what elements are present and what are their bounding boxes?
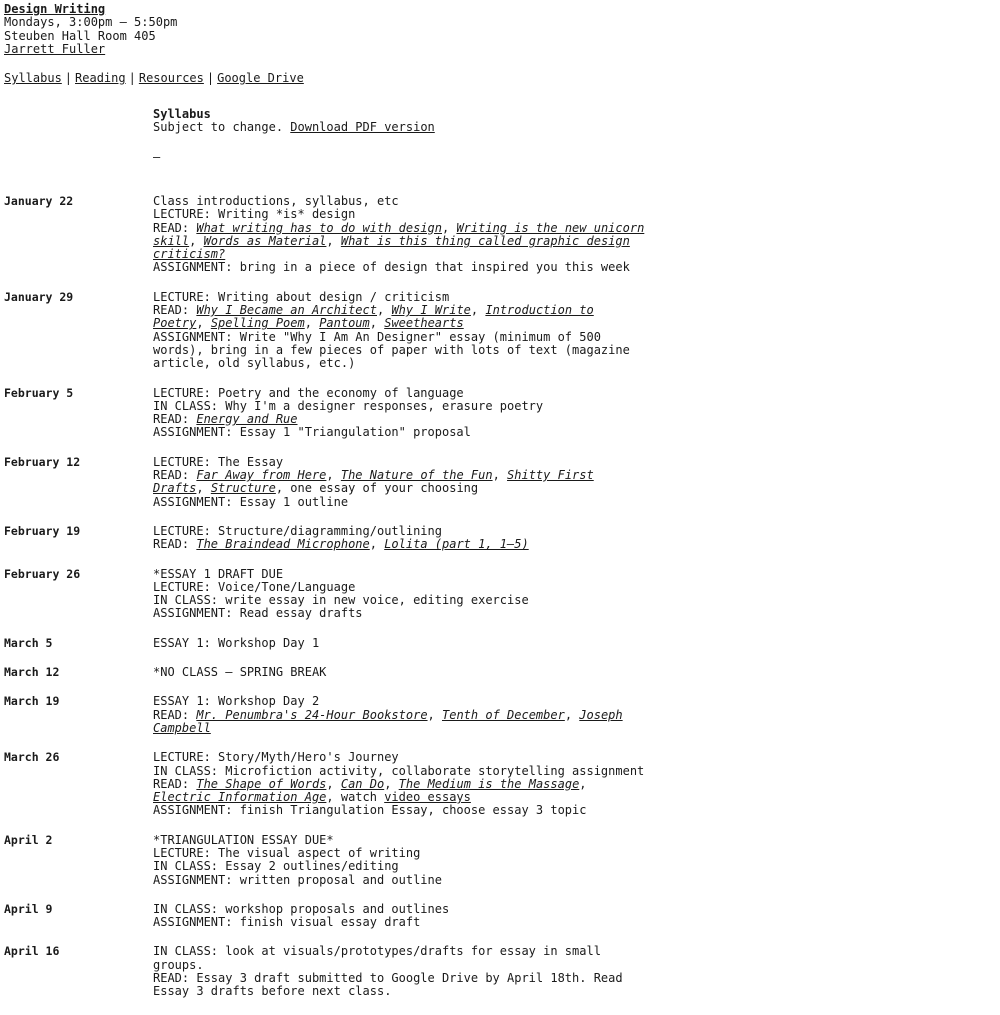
line-text: READ: <box>153 537 197 552</box>
line-text: ASSIGNMENT: finish visual essay draft <box>153 915 421 930</box>
reading-link[interactable]: Joseph Campbell <box>153 707 623 735</box>
session-date: March 19 <box>4 694 60 709</box>
schedule-row <box>4 903 704 930</box>
session-line <box>153 695 648 708</box>
subtitle-line <box>153 121 435 134</box>
reading-link[interactable]: Structure <box>210 481 276 496</box>
session-content <box>153 903 648 930</box>
line-text: LECTURE: Poetry and the economy of language <box>153 385 464 400</box>
session-line <box>153 469 648 496</box>
nav-reading-link[interactable]: Reading <box>75 71 126 85</box>
session-date: February 19 <box>4 523 81 538</box>
line-text: ASSIGNMENT: Write "Why I Am An Designer" essay (minimum of 500 words), bring in a few pieces of paper with lots of text (magazine article, old syllabus, etc.) <box>153 329 630 371</box>
schedule-row <box>4 456 704 509</box>
session-line <box>153 637 648 650</box>
line-text: ESSAY 1: Workshop Day 2 <box>153 694 320 709</box>
line-text: IN CLASS: Essay 2 outlines/editing <box>153 859 399 874</box>
nav-google-drive-link[interactable]: Google Drive <box>217 71 304 85</box>
line-text: IN CLASS: workshop proposals and outlines <box>153 901 450 916</box>
line-text: Class introductions, syllabus, etc <box>153 194 399 208</box>
page-title: Syllabus <box>153 107 211 121</box>
schedule-list <box>4 195 704 1015</box>
session-date: April 9 <box>4 901 53 916</box>
line-text: , <box>196 316 211 331</box>
course-header <box>4 3 177 56</box>
line-text: ASSIGNMENT: written proposal and outline <box>153 872 442 887</box>
session-date: January 22 <box>4 194 74 208</box>
session-line <box>153 400 648 413</box>
session-line <box>153 291 648 304</box>
line-text: ASSIGNMENT: bring in a piece of design that inspired you this week <box>153 260 630 275</box>
subtitle-text: Subject to change. <box>153 120 291 135</box>
line-text: LECTURE: Writing about design / criticism <box>153 289 450 304</box>
session-content <box>153 525 648 552</box>
session-date: March 5 <box>4 635 53 650</box>
session-date: April 2 <box>4 832 53 847</box>
reading-link[interactable]: Why I Write <box>391 303 471 318</box>
line-text: , <box>579 776 587 791</box>
session-line <box>153 195 648 208</box>
session-line <box>153 666 648 679</box>
session-content <box>153 195 648 275</box>
line-text: IN CLASS: look at visuals/prototypes/drafts for essay in small groups. <box>153 944 601 972</box>
line-text: , <box>304 316 320 331</box>
session-line <box>153 496 648 509</box>
session-line <box>153 945 648 972</box>
line-text: READ: <box>153 303 197 318</box>
session-line <box>153 387 648 400</box>
line-text: READ: <box>153 707 197 722</box>
session-content <box>153 291 648 371</box>
nav-separator: | <box>64 71 73 85</box>
schedule-row <box>4 291 704 371</box>
reading-link[interactable]: What writing has to do with design <box>196 220 442 235</box>
session-line <box>153 222 648 262</box>
session-line <box>153 765 648 778</box>
session-line <box>153 568 648 581</box>
nav-resources-link[interactable]: Resources <box>138 71 204 85</box>
line-text: ASSIGNMENT: Essay 1 "Triangulation" proposal <box>153 425 471 440</box>
session-line <box>153 594 648 607</box>
session-line <box>153 972 648 999</box>
session-line <box>153 525 648 538</box>
line-text: READ: <box>153 776 197 791</box>
reading-link[interactable]: Pantoum <box>319 316 370 331</box>
line-text: ASSIGNMENT: finish Triangulation Essay, choose essay 3 topic <box>153 803 587 818</box>
nav-separator: | <box>128 71 136 85</box>
schedule-row <box>4 387 704 440</box>
reading-link[interactable]: The Medium is the Massage <box>398 776 580 791</box>
reading-link[interactable]: Shitty First Drafts <box>153 468 594 496</box>
session-content <box>153 387 648 440</box>
line-text: , <box>369 316 385 331</box>
line-text: LECTURE: Structure/diagramming/outlining <box>153 523 442 538</box>
schedule-row <box>4 568 704 621</box>
nav-separator: | <box>206 71 215 85</box>
course-room: Steuben Hall Room 405 <box>4 28 156 43</box>
course-title-link[interactable]: Design Writing <box>4 2 106 16</box>
line-text: , <box>442 220 457 235</box>
session-line <box>153 607 648 620</box>
session-line <box>153 916 648 929</box>
reading-link[interactable]: Can Do <box>340 776 385 791</box>
line-text: , one essay of your choosing <box>275 481 479 496</box>
download-pdf-link[interactable]: Download PDF version <box>290 120 435 135</box>
line-text: READ: <box>153 412 197 427</box>
line-text: IN CLASS: Why I'm a designer responses, erasure poetry <box>153 398 544 413</box>
session-line <box>153 860 648 873</box>
reading-link[interactable]: What is this thing called graphic design criticism? <box>153 233 630 262</box>
reading-link[interactable]: Writing is the new unicorn skill <box>153 220 645 248</box>
session-line <box>153 261 648 274</box>
line-text: LECTURE: Story/Myth/Hero's Journey <box>153 750 399 765</box>
session-line <box>153 331 648 371</box>
line-text: , <box>326 468 341 483</box>
schedule-row <box>4 525 704 552</box>
session-date: February 12 <box>4 454 81 469</box>
session-content <box>153 456 648 509</box>
line-text: ESSAY 1: Workshop Day 1 <box>153 635 320 650</box>
schedule-row <box>4 695 704 735</box>
reading-link[interactable]: Energy and Rue <box>196 412 298 427</box>
session-line <box>153 834 648 847</box>
schedule-row <box>4 751 704 817</box>
schedule-row <box>4 945 704 998</box>
reading-link[interactable]: Lolita (part 1, 1–5) <box>384 537 529 552</box>
session-line <box>153 581 648 594</box>
schedule-row <box>4 637 704 650</box>
session-content <box>153 568 648 621</box>
session-date: April 16 <box>4 944 60 959</box>
line-text: , <box>189 233 204 248</box>
line-text: , <box>470 303 486 318</box>
session-line <box>153 426 648 439</box>
reading-link[interactable]: Spelling Poem <box>210 316 305 331</box>
line-text: *NO CLASS – SPRING BREAK <box>153 665 327 680</box>
divider-dash: — <box>153 149 161 164</box>
session-content <box>153 666 648 679</box>
instructor-link[interactable]: Jarrett Fuller <box>4 41 106 56</box>
line-text: , <box>427 707 442 722</box>
line-text: ASSIGNMENT: Read essay drafts <box>153 606 363 621</box>
reading-link[interactable]: Why I Became an Architect <box>196 303 377 318</box>
reading-link[interactable]: The Braindead Microphone <box>196 537 370 552</box>
course-time: Mondays, 3:00pm – 5:50pm <box>4 15 178 30</box>
line-text: , <box>326 776 341 791</box>
reading-link[interactable]: Sweethearts <box>384 316 464 331</box>
session-line <box>153 804 648 817</box>
line-text: LECTURE: The Essay <box>153 454 284 469</box>
session-line <box>153 874 648 887</box>
session-line <box>153 413 648 426</box>
session-line <box>153 903 648 916</box>
line-text: READ: <box>153 468 197 483</box>
session-date: February 26 <box>4 566 81 581</box>
session-date: January 29 <box>4 289 74 304</box>
session-content <box>153 637 648 650</box>
line-text: *TRIANGULATION ESSAY DUE* <box>153 832 334 847</box>
nav-syllabus-link[interactable]: Syllabus <box>4 71 62 85</box>
line-text: , <box>326 233 341 248</box>
session-line <box>153 456 648 469</box>
reading-link[interactable]: Words as Material <box>203 233 327 248</box>
schedule-row <box>4 666 704 679</box>
session-line <box>153 304 648 331</box>
reading-link[interactable]: The Shape of Words <box>196 776 327 791</box>
session-line <box>153 208 648 221</box>
line-text: LECTURE: Writing *is* design <box>153 207 356 222</box>
session-content <box>153 834 648 887</box>
session-date: March 26 <box>4 750 60 765</box>
schedule-row <box>4 834 704 887</box>
session-line <box>153 778 648 805</box>
line-text: *ESSAY 1 DRAFT DUE <box>153 566 284 581</box>
line-text: IN CLASS: Microfiction activity, collaborate storytelling assignment <box>153 763 645 778</box>
reading-link[interactable]: Electric Information Age <box>153 790 327 805</box>
session-line <box>153 847 648 860</box>
line-text: , <box>369 537 385 552</box>
line-text: ASSIGNMENT: Essay 1 outline <box>153 494 349 509</box>
reading-link[interactable]: Introduction to Poetry <box>153 303 594 331</box>
session-content <box>153 751 648 817</box>
line-text: , watch <box>326 790 385 805</box>
syllabus-intro <box>153 108 435 164</box>
line-text: , <box>376 303 392 318</box>
reading-link[interactable]: Tenth of December <box>442 707 565 722</box>
line-text: , <box>196 481 211 496</box>
reading-link[interactable]: video essays <box>384 790 471 805</box>
session-date: March 12 <box>4 665 60 680</box>
line-text: , <box>492 468 508 483</box>
line-text: READ: <box>153 220 197 235</box>
session-line <box>153 709 648 736</box>
line-text: READ: Essay 3 draft submitted to Google Drive by April 18th. Read Essay 3 drafts before next class. <box>153 971 623 999</box>
reading-link[interactable]: The Nature of the Fun <box>340 468 493 483</box>
main-nav <box>4 72 304 85</box>
line-text: IN CLASS: write essay in new voice, editing exercise <box>153 593 529 608</box>
session-date: February 5 <box>4 385 74 400</box>
session-line <box>153 751 648 764</box>
reading-link[interactable]: Far Away from Here <box>196 468 327 483</box>
session-content <box>153 945 648 998</box>
session-content <box>153 695 648 735</box>
schedule-row <box>4 195 704 275</box>
line-text: , <box>564 707 580 722</box>
reading-link[interactable]: Mr. Penumbra's 24-Hour Bookstore <box>196 707 428 722</box>
line-text: LECTURE: Voice/Tone/Language <box>153 579 356 594</box>
line-text: , <box>384 776 399 791</box>
session-line <box>153 538 648 551</box>
line-text: LECTURE: The visual aspect of writing <box>153 845 421 860</box>
